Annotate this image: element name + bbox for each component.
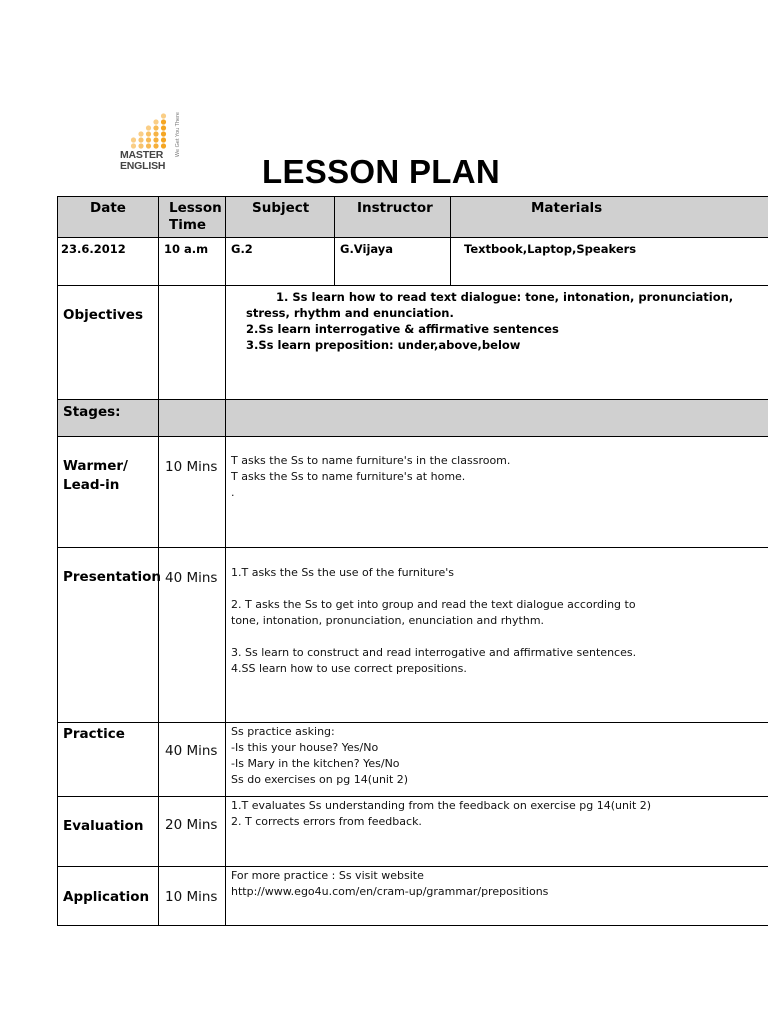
warmer-line-1: T asks the Ss to name furniture's in the classroom.: [231, 454, 511, 467]
objectives-list: [226, 286, 768, 353]
logo-dot: [138, 131, 143, 136]
application-text: [226, 867, 768, 900]
application-row: [58, 867, 768, 926]
presentation-line-5: 4.SS learn how to use correct prepositions.: [231, 662, 467, 675]
presentation-time: 40 Mins: [165, 570, 218, 586]
evaluation-label-cell: [58, 797, 159, 867]
practice-line-3: -Is Mary in the kitchen? Yes/No: [231, 757, 400, 770]
application-label: Application: [63, 889, 150, 905]
info-instructor-cell: [335, 238, 451, 286]
application-content-cell: [226, 867, 768, 926]
logo-dot: [146, 143, 151, 148]
stages-content-cell: [226, 400, 768, 437]
warmer-time-cell: [159, 437, 226, 548]
presentation-row: [58, 548, 768, 723]
presentation-text: [226, 548, 768, 677]
practice-time: 40 Mins: [165, 743, 218, 759]
presentation-content-cell: [226, 548, 768, 723]
logo-dot: [153, 119, 158, 124]
logo-dot: [153, 137, 158, 142]
warmer-text: [226, 437, 768, 501]
warmer-label-line-1: Warmer/: [63, 458, 128, 474]
practice-row: [58, 723, 768, 797]
evaluation-content-cell: [226, 797, 768, 867]
practice-content-cell: [226, 723, 768, 797]
logo-dot: [138, 137, 143, 142]
logo-dot: [161, 113, 166, 118]
presentation-line-3: tone, intonation, pronunciation, enunciation and rhythm.: [231, 614, 545, 627]
warmer-label-cell: [58, 437, 159, 548]
warmer-label: [58, 437, 158, 495]
warmer-row: [58, 437, 768, 548]
info-materials: Textbook,Laptop,Speakers: [464, 242, 637, 256]
logo-wordmark: [120, 150, 165, 172]
header-date: Date: [90, 200, 126, 216]
practice-line-1: Ss practice asking:: [231, 725, 335, 738]
header-materials-cell: [451, 197, 768, 238]
logo-dot: [153, 125, 158, 130]
info-time-cell: [159, 238, 226, 286]
application-time-cell: [159, 867, 226, 926]
info-date: 23.6.2012: [61, 242, 126, 256]
info-materials-cell: [451, 238, 768, 286]
presentation-line-4: 3. Ss learn to construct and read interrogative and affirmative sentences.: [231, 646, 637, 659]
logo-dot: [161, 137, 166, 142]
stages-label-cell: [58, 400, 159, 437]
evaluation-line-1: 1.T evaluates Ss understanding from the feedback on exercise pg 14(unit 2): [231, 799, 652, 812]
logo-dot: [146, 131, 151, 136]
application-time: 10 Mins: [165, 889, 218, 905]
logo-dot: [146, 137, 151, 142]
stages-label: Stages:: [63, 404, 121, 420]
warmer-line-2: T asks the Ss to name furniture's at home.: [231, 470, 466, 483]
evaluation-text: [226, 797, 768, 830]
application-label-cell: [58, 867, 159, 926]
objectives-label: Objectives: [63, 307, 143, 323]
header-lesson-time: Lesson Time: [169, 200, 222, 233]
evaluation-time-cell: [159, 797, 226, 867]
header-materials: Materials: [531, 200, 603, 216]
evaluation-label: Evaluation: [63, 818, 144, 834]
logo-line-1: MASTER: [120, 149, 164, 161]
application-link[interactable]: http://www.ego4u.com/en/cram-up/grammar/prepositions: [231, 885, 549, 898]
warmer-content-cell: [226, 437, 768, 548]
info-row: [58, 238, 768, 286]
logo-dot: [131, 137, 136, 142]
header-lesson-time-cell: [159, 197, 226, 238]
application-line-1: For more practice : Ss visit website: [231, 869, 424, 882]
logo-dot: [161, 125, 166, 130]
info-instructor: G.Vijaya: [340, 242, 394, 256]
evaluation-time: 20 Mins: [165, 817, 218, 833]
presentation-label: Presentation: [63, 569, 162, 585]
objectives-time-cell: [159, 286, 226, 400]
info-date-cell: [58, 238, 159, 286]
practice-time-cell: [159, 723, 226, 797]
objective-2: 2.Ss learn interrogative & affirmative sentences: [246, 322, 559, 336]
objectives-row: [58, 286, 768, 400]
logo-line-2: ENGLISH: [120, 160, 166, 172]
practice-label-cell: [58, 723, 159, 797]
info-time: 10 a.m: [164, 242, 209, 256]
presentation-line-2: 2. T asks the Ss to get into group and read the text dialogue according to: [231, 598, 636, 611]
warmer-line-3: .: [231, 486, 235, 499]
objective-1-line-2: stress, rhythm and enunciation.: [246, 306, 454, 320]
header-subject-cell: [226, 197, 335, 238]
practice-line-2: -Is this your house? Yes/No: [231, 741, 379, 754]
practice-label: Practice: [63, 726, 125, 742]
objective-1-line-1: 1. Ss learn how to read text dialogue: tone, intonation, pronunciation,: [276, 290, 734, 304]
presentation-label-cell: [58, 548, 162, 723]
header-instructor-cell: [335, 197, 451, 238]
warmer-time: 10 Mins: [165, 459, 218, 475]
evaluation-line-2: 2. T corrects errors from feedback.: [231, 815, 422, 828]
objectives-label-cell: [58, 286, 159, 400]
logo-dot: [161, 119, 166, 124]
practice-line-4: Ss do exercises on pg 14(unit 2): [231, 773, 409, 786]
practice-text: [226, 723, 768, 788]
presentation-line-1: 1.T asks the Ss the use of the furniture's: [231, 566, 454, 579]
header-instructor: Instructor: [357, 200, 433, 216]
presentation-time-cell: [159, 548, 226, 723]
objective-3: 3.Ss learn preposition: under,above,below: [246, 338, 521, 352]
logo-dot: [146, 125, 151, 130]
stages-header-row: [58, 400, 768, 437]
logo-tagline: We Get You There: [175, 112, 181, 158]
lesson-plan-table: [57, 196, 768, 926]
evaluation-row: [58, 797, 768, 867]
page-title: LESSON PLAN: [262, 153, 500, 190]
logo-dot: [138, 143, 143, 148]
logo-dot: [161, 131, 166, 136]
stages-time-cell: [159, 400, 226, 437]
header-subject: Subject: [252, 200, 310, 216]
warmer-label-line-2: Lead-in: [63, 477, 120, 493]
logo-dot: [153, 143, 158, 148]
info-subject: G.2: [231, 242, 253, 256]
logo-dot: [161, 143, 166, 148]
objectives-content-cell: [226, 286, 768, 400]
header-row: [58, 197, 768, 238]
header-date-cell: [58, 197, 159, 238]
info-subject-cell: [226, 238, 335, 286]
logo-dot: [131, 143, 136, 148]
logo-dot: [153, 131, 158, 136]
